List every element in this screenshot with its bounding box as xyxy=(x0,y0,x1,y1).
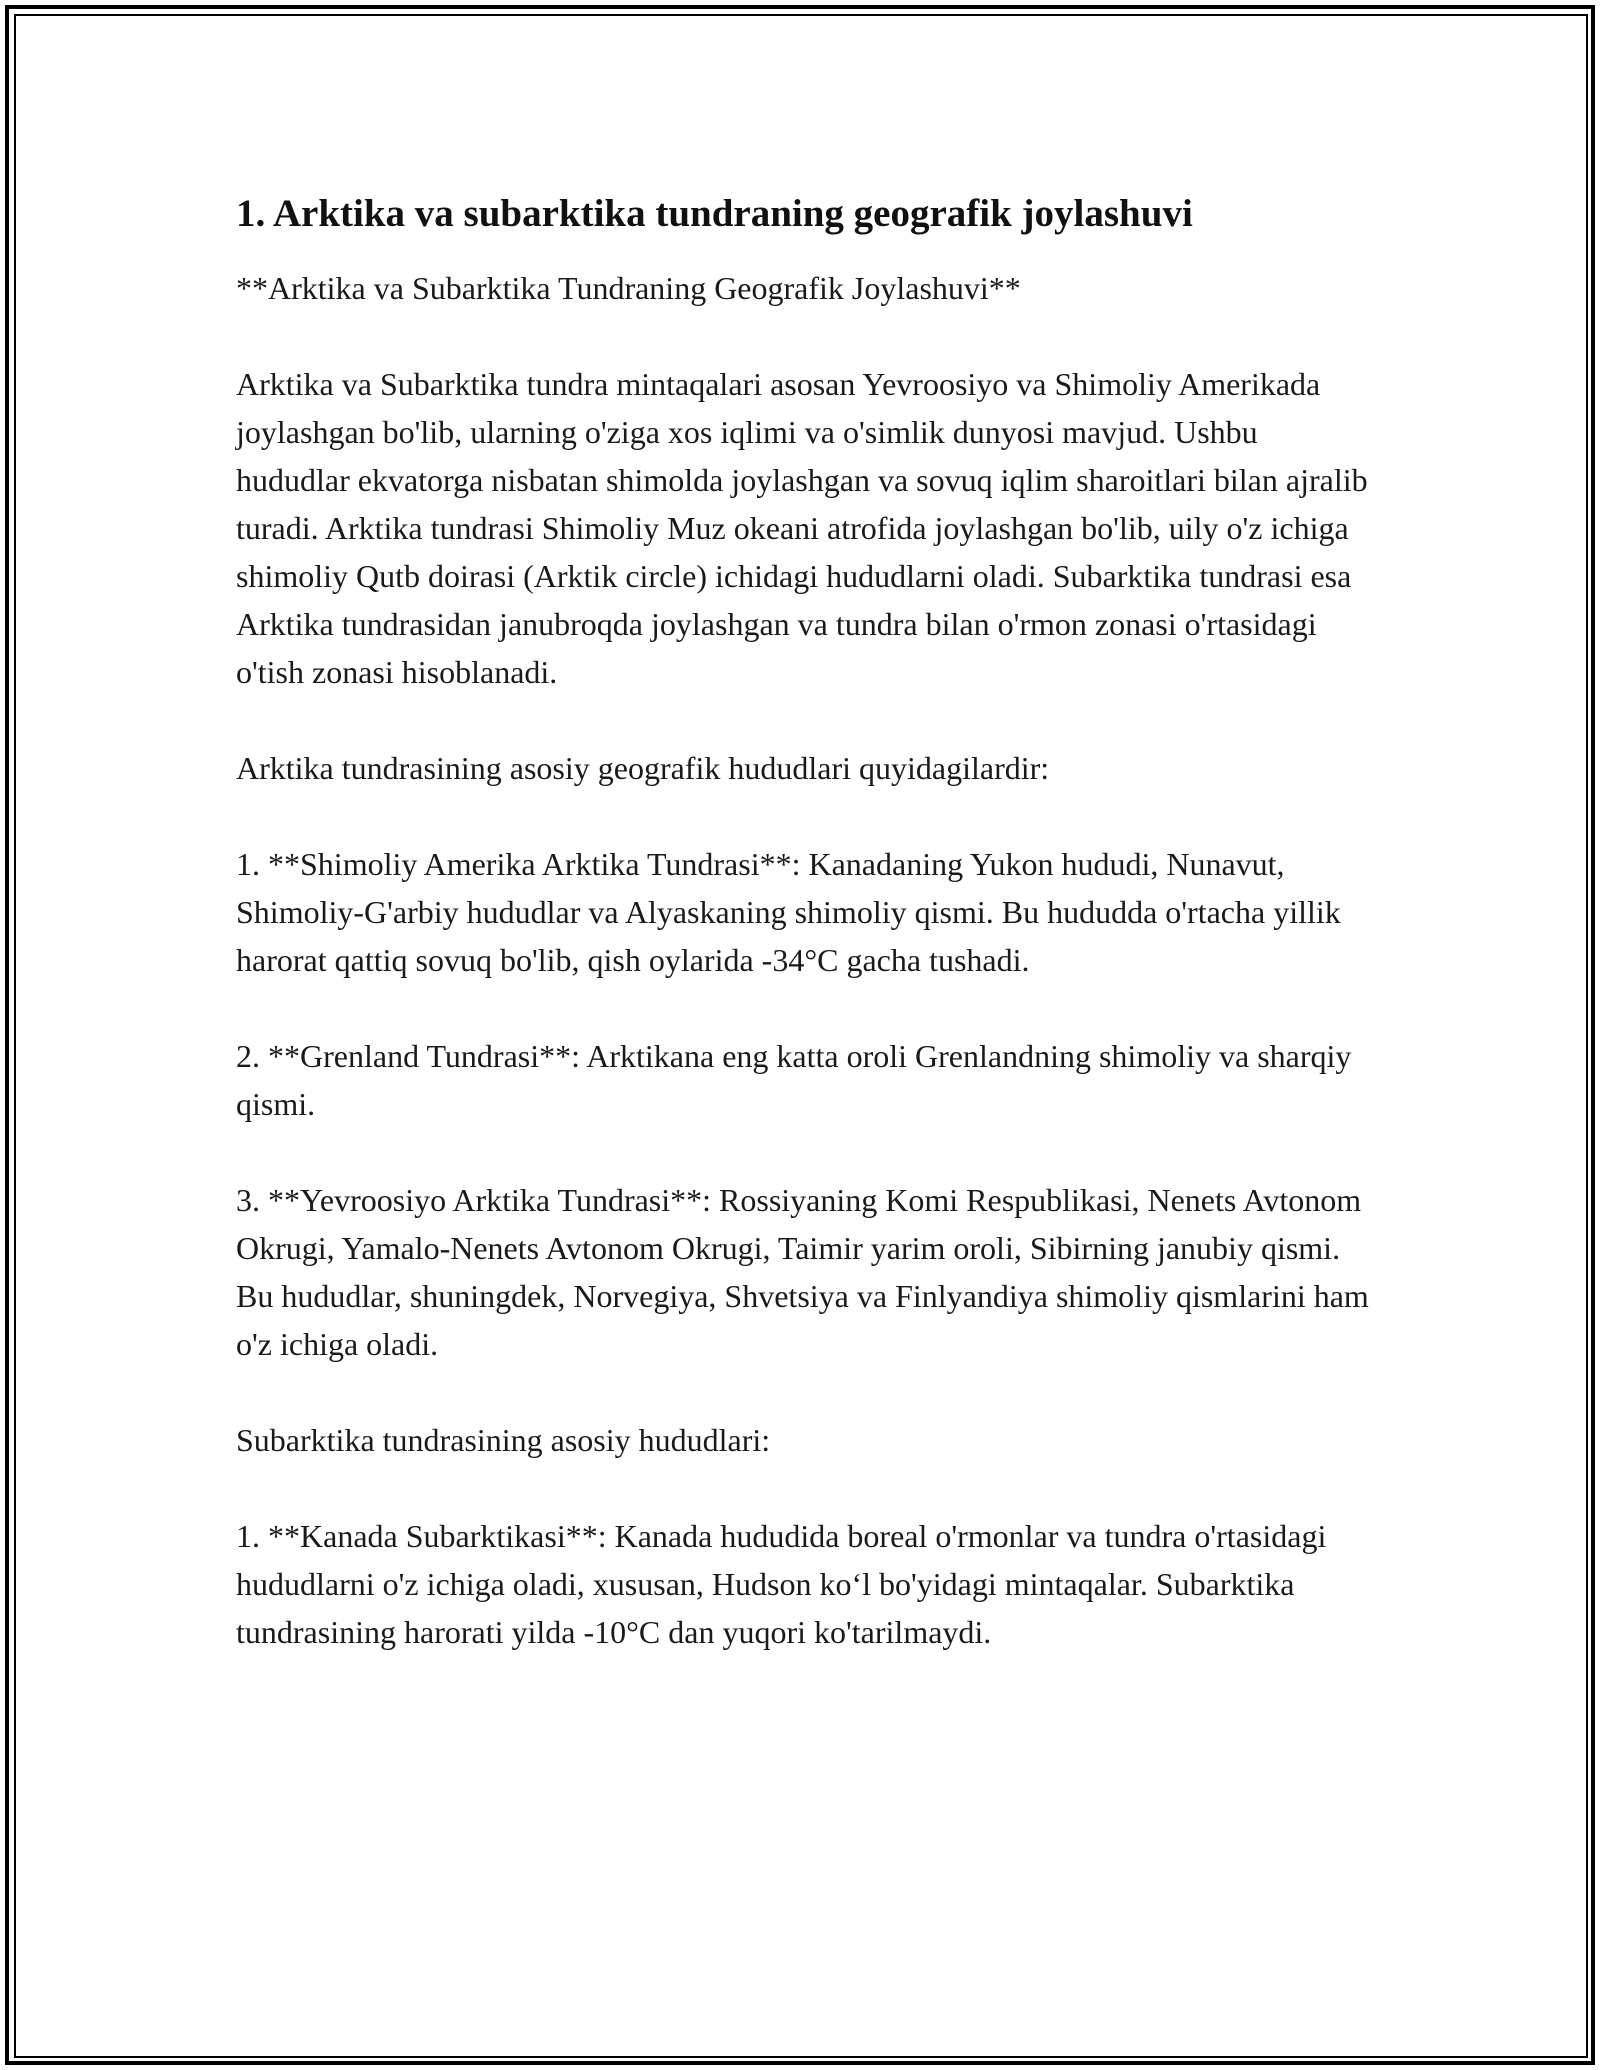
intro-paragraph: Arktika va Subarktika tundra mintaqalari asosan Yevroosiyo va Shimoliy Amerikada joylashgan bo'lib, ularning o'ziga xos iqlimi va o'simlik dunyosi mavjud. Ushbu hududlar ekvatorga nisbatan shimolda joylashgan va sovuq iqlim sharoitlari bilan ajralib turadi. Arktika tundrasi Shimoliy Muz okeani atrofida joylashgan bo'lib, uily o'z ichiga shimoliy Qutb doirasi (Arktik circle) ichidagi hududlarni oladi. Subarktika tundrasi esa Arktika tundrasidan janubroqda joylashgan va tundra bilan o'rmon zonasi o'rtasidagi o'tish zonasi hisoblanadi. xyxy=(236,366,1368,690)
section-heading: 1. Arktika va subarktika tundraning geografik joylashuvi xyxy=(236,192,1193,235)
list-item-greenland: 2. **Grenland Tundrasi**: Arktikana eng katta oroli Grenlandning shimoliy va sharqiy qismi. xyxy=(236,1038,1352,1122)
list-item-north-america: 1. **Shimoliy Amerika Arktika Tundrasi**: Kanadaning Yukon hududi, Nunavut, Shimoliy-G'arbiy hududlar va Alyaskaning shimoliy qismi. Bu hududda o'rtacha yillik harorat qattiq sovuq bo'lib, qish oylarida -34°C gacha tushadi. xyxy=(236,846,1341,978)
list-item-canada-subarctic: 1. **Kanada Subarktikasi**: Kanada hududida boreal o'rmonlar va tundra o'rtasidagi hududlarni o'z ichiga oladi, xususan, Hudson ko‘l bo'yidagi mintaqalar. Subarktika tundrasining harorati yilda -10°C dan yuqori ko'tarilmaydi. xyxy=(236,1518,1327,1650)
list-item-eurasia: 3. **Yevroosiyo Arktika Tundrasi**: Rossiyaning Komi Respublikasi, Nenets Avtonom Okrugi, Yamalo-Nenets Avtonom Okrugi, Taimir yarim oroli, Sibirning janubiy qismi. Bu hududlar, shuningdek, Norvegiya, Shvetsiya va Finlyandiya shimoliy qismlarini ham o'z ichiga oladi. xyxy=(236,1182,1369,1362)
document-body xyxy=(236,188,1376,1704)
arctic-regions-intro: Arktika tundrasining asosiy geografik hududlari quyidagilardir: xyxy=(236,750,1050,786)
subarctic-regions-intro: Subarktika tundrasining asosiy hududlari: xyxy=(236,1422,771,1458)
subtitle-paragraph: **Arktika va Subarktika Tundraning Geografik Joylashuvi** xyxy=(236,270,1021,306)
